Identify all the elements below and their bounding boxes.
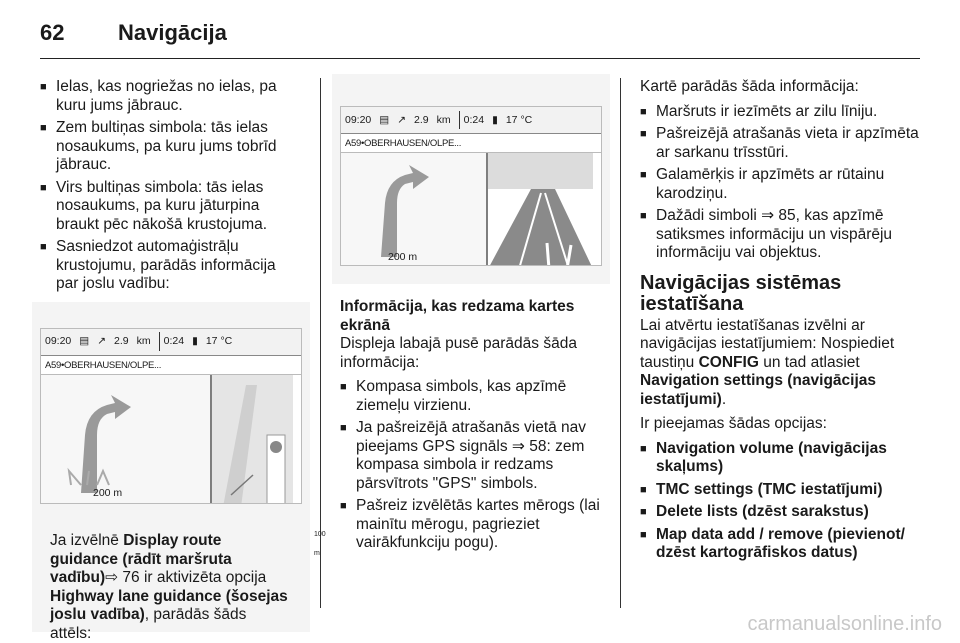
list-item: ■ Dažādi simboli ⇒ 85, kas apzīmē satiksmes informāciju un vispārēju informāciju vai objektus. <box>640 207 922 263</box>
route-text: A59•OBERHAUSEN/OLPE... <box>341 134 601 153</box>
list-item: ■ Map data add / remove (pievienot/ dzēst kartogrāfiskos datus) <box>640 526 922 563</box>
menu-name: Display route guidance (rādīt maršruta vadību) <box>50 532 232 586</box>
list-item: ■ Delete lists (dzēst sarakstus) <box>640 503 922 522</box>
turn-arrow-icon: ↗ <box>97 335 107 348</box>
options-intro: Ir pieejamas šādas opcijas: <box>640 415 827 432</box>
list-item: ■ Kompasa simbols, kas apzīmē ziemeļu virzienu. <box>340 378 602 415</box>
distance-value: 2.9 <box>114 335 129 348</box>
list-item: ■ Virs bultiņas simbola: tās ielas nosaukums, pa kuru jāturpina braukt pēc nākošā krustojuma. <box>40 179 302 235</box>
list-item: ■ Navigation volume (navigācijas skaļums) <box>640 440 922 477</box>
compass-icon: ▤ <box>379 113 390 126</box>
highway-figure <box>332 74 610 284</box>
section-intro: Displeja labajā pusē parādās šāda informācija: <box>340 335 577 371</box>
temperature: 17 °C <box>205 335 233 348</box>
thermometer-icon: ▮ <box>492 113 498 126</box>
list-item: ■ Zem bultiņas simbola: tās ielas nosaukums, pa kuru jums tobrīd jābrauc. <box>40 119 302 175</box>
list-item: ■ Sasniedzot automaģistrāļu krustojumu, parādās informācija par joslu vadību: <box>40 238 302 294</box>
status-bar <box>341 107 601 134</box>
config-key: CONFIG <box>698 353 759 371</box>
eta: 0:24 <box>459 111 484 130</box>
list-item: ■ Ja pašreizējā atrašanās vietā nav pieejams GPS signāls ⇒ 58: zem kompasa simbola ir redzams pārsvītrots "GPS" simbols. <box>340 419 602 493</box>
settings-paragraph: Lai atvērtu iestatīšanas izvēlni ar navigācijas iestatījumiem: Nospiediet taustiņu CONFIG un tad atlasiet Navigation settings (navigācijas iestatījumi). <box>640 316 895 408</box>
nav-screen-lane <box>40 328 302 504</box>
middle-bullet-list <box>340 378 602 553</box>
thermometer-icon: ▮ <box>192 335 198 348</box>
list-item: ■ Ielas, kas nogriežas no ielas, pa kuru jums jābrauc. <box>40 78 302 115</box>
ref-arrow-icon: ⇨ <box>105 569 119 586</box>
distance-value: 2.9 <box>414 113 429 126</box>
page-number: 62 <box>40 20 65 45</box>
option-name: Highway lane guidance (šosejas joslu vadība) <box>50 587 288 623</box>
route-text: A59•OBERHAUSEN/OLPE... <box>41 356 301 375</box>
compass-icon <box>270 441 282 453</box>
list-item: ■ Pašreizējā atrašanās vieta ir apzīmēta ar sarkanu trīsstūri. <box>640 125 922 162</box>
map-info-intro: Kartē parādās šāda informācija: <box>640 78 859 95</box>
options-list <box>640 440 922 563</box>
list-item: ■ Maršruts ir iezīmēts ar zilu līniju. <box>640 103 922 122</box>
page-title: Navigācija <box>118 20 227 45</box>
distance-bottom: 200 m <box>93 486 123 499</box>
distance-unit: km <box>436 113 451 126</box>
right-bullet-list <box>640 103 922 263</box>
eta: 0:24 <box>159 332 184 351</box>
page-header <box>40 18 920 59</box>
section-heading: Informācija, kas redzama kartes ekrānā <box>340 298 575 334</box>
turn-arrow-icon: ↗ <box>397 113 407 126</box>
clock: 09:20 <box>345 113 372 126</box>
distance-unit: km <box>136 335 151 348</box>
lane-scale: 100 m <box>314 531 326 557</box>
temperature: 17 °C <box>505 113 533 126</box>
figure-caption: Ja izvēlnē Display route guidance (rādīt maršruta vadību)⇨ 76 ir aktivizēta opcija Highway lane guidance (šosejas joslu vadība), parādās šāds attēls: <box>50 532 288 642</box>
column-divider-2 <box>620 78 621 608</box>
watermark: carmanualsonline.info <box>747 613 942 635</box>
compass-icon: ▤ <box>79 335 90 348</box>
left-bullet-list <box>40 78 302 294</box>
middle-column <box>340 78 602 557</box>
right-column <box>640 78 922 567</box>
list-item: ■ Pašreiz izvēlētās kartes mērogs (lai mainītu mērogu, pagrieziet vairākfunkciju pogu). <box>340 497 602 553</box>
list-item: ■ TMC settings (TMC iestatījumi) <box>640 481 922 500</box>
lane-guidance-figure <box>32 302 326 642</box>
left-column <box>40 78 326 642</box>
settings-menu-name: Navigation settings (navigācijas iestatījumi) <box>640 372 877 408</box>
nav-screen-highway <box>340 106 602 266</box>
settings-heading: Navigācijas sistēmas iestatīšana <box>640 271 842 315</box>
list-item: ■ Galamērķis ir apzīmēts ar rūtainu karodziņu. <box>640 166 922 203</box>
status-bar <box>41 329 301 356</box>
distance-bottom: 200 m <box>388 251 418 263</box>
clock: 09:20 <box>45 335 72 348</box>
